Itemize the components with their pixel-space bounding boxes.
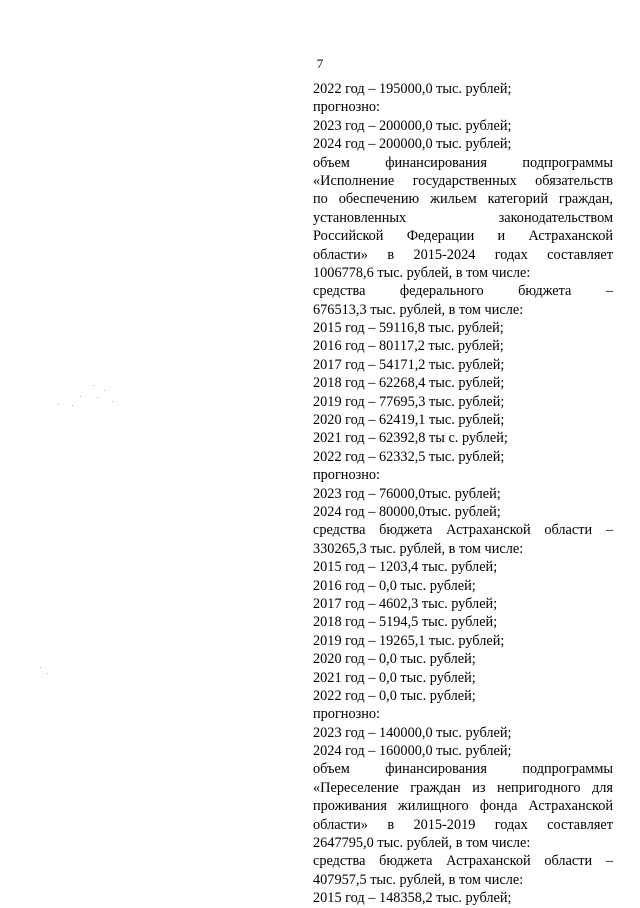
- text-line: области» в 2015-2019 годах составляет: [313, 816, 613, 833]
- text-line: 2015 год – 148358,2 тыс. рублей;: [313, 890, 512, 907]
- text-line: 2018 год – 62268,4 тыс. рублей;: [313, 375, 505, 392]
- text-line: 2021 год – 62392,8 ты с. рублей;: [313, 430, 508, 447]
- text-line: 676513,3 тыс. рублей, в том числе:: [313, 301, 524, 318]
- text-line: 407957,5 тыс. рублей, в том числе:: [313, 871, 524, 888]
- text-line: проживания жилищного фонда Астраханской: [313, 798, 613, 815]
- text-line: средства бюджета Астраханской области –: [313, 853, 613, 870]
- text-line: средства бюджета Астраханской области –: [313, 522, 613, 539]
- scan-speck: [112, 401, 113, 402]
- text-line: 2018 год – 5194,5 тыс. рублей;: [313, 614, 498, 631]
- text-line: 2022 год – 0,0 тыс. рублей;: [313, 687, 476, 704]
- text-line: области» в 2015-2024 годах составляет: [313, 246, 613, 263]
- scan-speck: [47, 673, 48, 674]
- text-line: 2021 год – 0,0 тыс. рублей;: [313, 669, 476, 686]
- text-line: 2015 год – 1203,4 тыс. рублей;: [313, 559, 498, 576]
- page-number: 7: [316, 56, 324, 71]
- text-line: 2015 год – 59116,8 тыс. рублей;: [313, 320, 504, 337]
- text-line: 2647795,0 тыс. рублей, в том числе:: [313, 835, 531, 852]
- text-line: 2023 год – 140000,0 тыс. рублей;: [313, 724, 512, 741]
- text-line: 2022 год – 62332,5 тыс. рублей;: [313, 448, 505, 465]
- text-line: прогнозно:: [313, 99, 381, 116]
- scan-speck: [40, 667, 41, 668]
- text-line: Российской Федерации и Астраханской: [313, 228, 613, 245]
- text-line: 330265,3 тыс. рублей, в том числе:: [313, 540, 524, 557]
- text-line: 2023 год – 200000,0 тыс. рублей;: [313, 117, 512, 134]
- text-line: 2020 год – 0,0 тыс. рублей;: [313, 651, 476, 668]
- text-line: прогнозно:: [313, 467, 381, 484]
- text-line: средства федерального бюджета –: [313, 283, 613, 300]
- text-line: 2016 год – 80117,2 тыс. рублей;: [313, 338, 504, 355]
- scan-speck: [104, 390, 105, 391]
- scan-speck: [80, 396, 81, 397]
- text-line: 2019 год – 77695,3 тыс. рублей;: [313, 393, 505, 410]
- text-line: 2017 год – 4602,3 тыс. рублей;: [313, 595, 498, 612]
- text-line: прогнозно:: [313, 706, 381, 723]
- text-line: 2024 год – 80000,0тыс. рублей;: [313, 503, 501, 520]
- text-line: объем финансирования подпрограммы: [313, 761, 613, 778]
- text-line: 2022 год – 195000,0 тыс. рублей;: [313, 81, 512, 97]
- scan-speck: [93, 385, 94, 386]
- text-line: 2024 год – 160000,0 тыс. рублей;: [313, 743, 512, 760]
- text-line: 2019 год – 19265,1 тыс. рублей;: [313, 632, 505, 649]
- scan-speck: [97, 397, 98, 398]
- text-line: 2020 год – 62419,1 тыс. рублей;: [313, 412, 505, 429]
- text-line: 2024 год – 200000,0 тыс. рублей;: [313, 136, 512, 153]
- text-line: объем финансирования подпрограммы: [313, 154, 613, 171]
- text-line: 2017 год – 54171,2 тыс. рублей;: [313, 356, 505, 373]
- text-line: 2016 год – 0,0 тыс. рублей;: [313, 577, 476, 594]
- scan-speck: [72, 405, 73, 406]
- text-line: 2023 год – 76000,0тыс. рублей;: [313, 485, 501, 502]
- text-line: 1006778,6 тыс. рублей, в том числе:: [313, 264, 531, 281]
- text-line: установленных законодательством: [313, 209, 613, 226]
- text-line: «Переселение граждан из непригодного для: [313, 779, 613, 796]
- scan-speck: [58, 404, 59, 405]
- text-line: «Исполнение государственных обязательств: [313, 172, 613, 189]
- text-line: по обеспечению жильем категорий граждан,: [313, 191, 613, 208]
- document-body: [313, 80, 613, 908]
